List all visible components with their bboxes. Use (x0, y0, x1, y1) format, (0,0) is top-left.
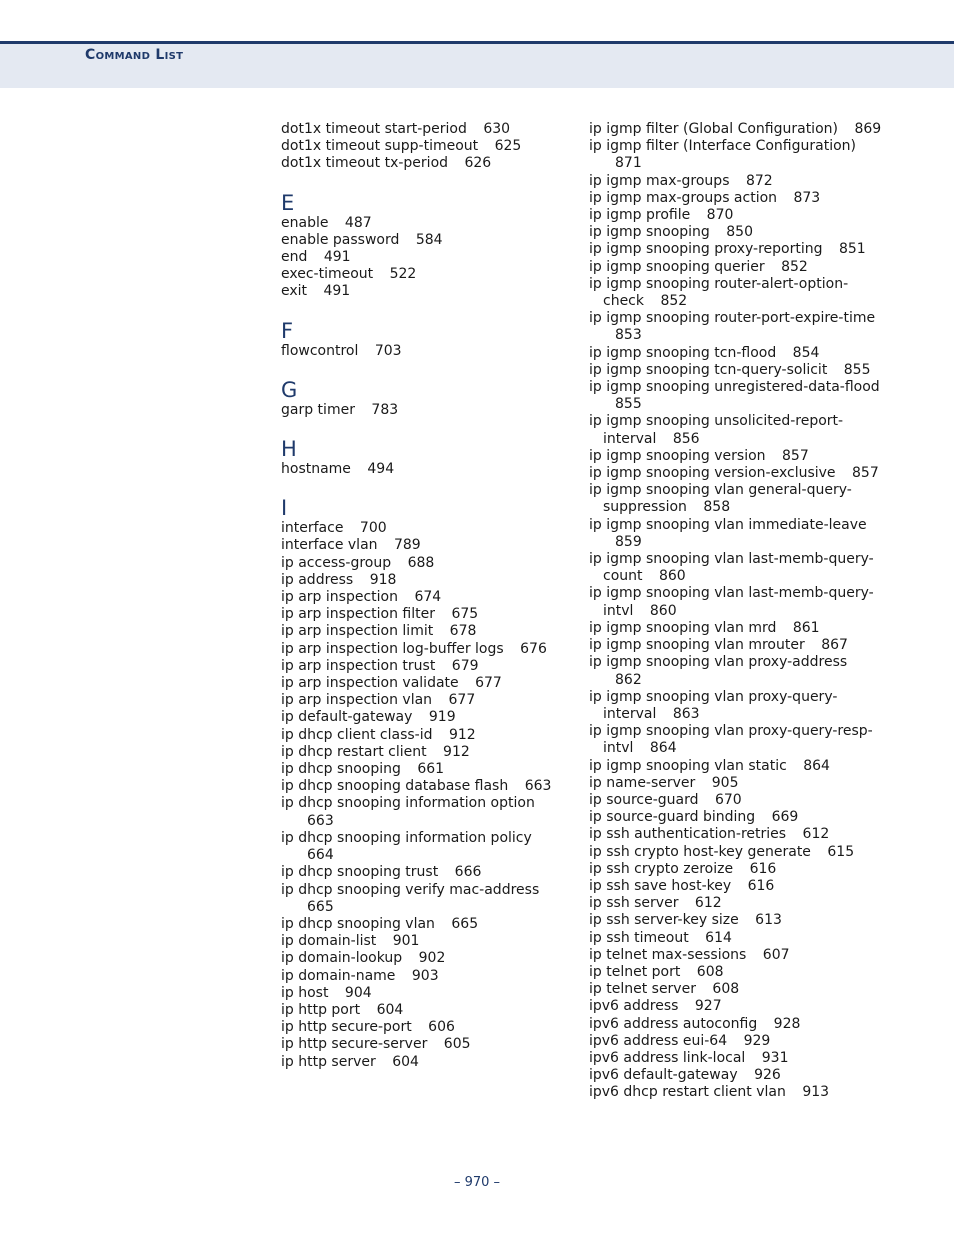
index-entry-command: ip arp inspection filter (281, 606, 435, 623)
index-entry-page-link[interactable]: 864 (803, 757, 830, 774)
index-entry-page-link[interactable]: 855 (615, 396, 642, 413)
index-entry-command: ip arp inspection log-buffer logs (281, 640, 504, 657)
index-entry-page-link[interactable]: 783 (371, 401, 399, 418)
index-entry-page-link[interactable]: 918 (369, 571, 397, 588)
index-entry-page-link[interactable]: 912 (443, 743, 470, 760)
index-entry-command: ipv6 address link-local (589, 1049, 746, 1066)
index-entry (589, 362, 889, 379)
index-entry-page-link[interactable]: 852 (660, 293, 688, 310)
index-entry (281, 461, 571, 478)
index-entry-command: ip igmp snooping router-port-expire-time (589, 310, 876, 327)
index-entry-page-link[interactable]: 487 (344, 214, 372, 231)
index-entry (281, 249, 571, 266)
index-entry (589, 517, 889, 551)
index-entry-command: ip arp inspection (281, 589, 398, 606)
index-entry (589, 259, 889, 276)
index-entry-command: ip host (281, 984, 329, 1001)
index-entry-command: ip telnet server (589, 981, 696, 998)
index-entry-page-link[interactable]: 867 (821, 637, 848, 654)
index-entry-command: ip source-guard binding (589, 809, 756, 826)
index-entry-command: ip http server (281, 1053, 376, 1070)
index-entry (281, 950, 571, 967)
index-entry-command: ip dhcp restart client (281, 743, 427, 760)
index-section-letter: I (281, 496, 288, 521)
index-entry-command: ip http secure-server (281, 1036, 428, 1053)
index-entry (281, 830, 571, 864)
index-entry-page-link[interactable]: 679 (451, 657, 479, 674)
index-entry (281, 343, 571, 360)
index-entry-page-link[interactable]: 670 (714, 791, 742, 808)
index-entry-command: exit (281, 283, 308, 300)
index-entry-command: ip igmp snooping querier (589, 258, 765, 275)
index-entry-command: ipv6 default-gateway (589, 1067, 738, 1084)
index-entry-page-link[interactable]: 857 (852, 465, 879, 482)
index-entry-page-link[interactable]: 674 (414, 589, 442, 606)
index-entry-command: ip igmp snooping vlan proxy-query-interval (589, 688, 838, 722)
index-entry (281, 572, 571, 589)
index-entry-page-link[interactable]: 663 (524, 778, 552, 795)
index-entry (281, 795, 571, 829)
index-entry (281, 761, 571, 778)
index-entry (589, 654, 889, 688)
index-entry-page-link[interactable]: 904 (344, 984, 372, 1001)
index-entry-command: ip igmp snooping version-exclusive (589, 465, 836, 482)
index-entry-page-link[interactable]: 871 (615, 155, 642, 172)
index-entry (281, 623, 571, 640)
index-entry (589, 207, 889, 224)
index-entry-command: ip source-guard (589, 791, 699, 808)
index-entry-command: enable (281, 214, 329, 231)
index-entry-page-link[interactable]: 926 (754, 1067, 781, 1084)
index-entry-page-link[interactable]: 675 (451, 606, 479, 623)
index-entry (589, 1084, 889, 1101)
index-entry-page-link[interactable]: 615 (827, 843, 855, 860)
index-entry (589, 826, 889, 843)
index-entry (281, 215, 571, 232)
index-entry-command: flowcontrol (281, 342, 359, 359)
index-section-letter: H (281, 437, 297, 462)
index-section-letter: E (281, 190, 295, 215)
index-entry (281, 1036, 571, 1053)
index-entry-page-link[interactable]: 663 (307, 812, 334, 829)
index-entry-command: ip dhcp snooping verify mac-address (281, 881, 540, 898)
index-entry-command: ip arp inspection limit (281, 623, 434, 640)
index-entry-command: enable password (281, 231, 400, 248)
index-entry-command: garp timer (281, 401, 355, 418)
index-entry-command: ip name-server (589, 774, 696, 791)
index-entry-command: ip dhcp snooping information option (281, 795, 535, 812)
index-entry-command: ip igmp max-groups action (589, 189, 778, 206)
index-entry-command: ip ssh timeout (589, 929, 689, 946)
index-entry (281, 968, 571, 985)
index-entry-page-link[interactable]: 676 (520, 640, 547, 657)
index-entry-command: ipv6 address eui-64 (589, 1032, 728, 1049)
index-entry (281, 744, 571, 761)
index-entry-page-link[interactable]: 931 (761, 1049, 789, 1066)
index-entry (281, 537, 571, 554)
index-entry (281, 266, 571, 283)
index-entry-command: ip igmp snooping vlan static (589, 757, 787, 774)
index-entry-page-link[interactable]: 608 (696, 963, 724, 980)
index-entry-page-link[interactable]: 927 (694, 998, 722, 1015)
index-entry (589, 895, 889, 912)
index-entry (281, 589, 571, 606)
index-entry-page-link[interactable]: 669 (771, 809, 799, 826)
index-entry (589, 981, 889, 998)
index-entry-command: ip igmp snooping (589, 224, 710, 241)
index-entry (589, 482, 889, 516)
index-entry (589, 1033, 889, 1050)
index-entry-command: ip domain-name (281, 967, 396, 984)
index-entry (589, 758, 889, 775)
index-entry-command: ip igmp snooping vlan last-memb-query-count (589, 551, 874, 585)
index-entry-page-link[interactable]: 857 (782, 447, 809, 464)
index-entry-command: ip dhcp snooping database flash (281, 778, 509, 795)
index-entry-command: ip igmp snooping vlan mrd (589, 619, 777, 636)
index-entry-command: ip igmp snooping tcn-query-solicit (589, 361, 828, 378)
index-entry (589, 551, 889, 585)
index-entry-page-link[interactable]: 664 (307, 847, 334, 864)
index-entry-page-link[interactable]: 853 (615, 327, 642, 344)
index-entry-page-link[interactable]: 850 (726, 224, 753, 241)
index-entry-command: ip arp inspection validate (281, 675, 459, 692)
index-entry-page-link[interactable]: 854 (792, 344, 820, 361)
index-entry-command: ip igmp filter (Global Configuration) (589, 121, 838, 137)
index-entry (281, 520, 571, 537)
index-entry-command: ip arp inspection trust (281, 657, 436, 674)
index-entry-command: ip telnet port (589, 963, 681, 980)
index-entry-command: dot1x timeout supp-timeout (281, 138, 479, 155)
index-entry-command: hostname (281, 461, 351, 478)
index-entry-page-link[interactable]: 863 (672, 705, 700, 722)
index-entry (281, 402, 571, 419)
index-entry (281, 555, 571, 572)
index-entry (589, 173, 889, 190)
index-entry (589, 138, 889, 172)
index-entry-command: ip dhcp snooping vlan (281, 915, 435, 932)
index-entry-page-link[interactable]: 625 (494, 138, 522, 155)
index-entry (589, 620, 889, 637)
index-entry-page-link[interactable]: 677 (475, 675, 502, 692)
index-entry (589, 637, 889, 654)
index-entry-page-link[interactable]: 703 (374, 342, 402, 359)
index-entry (589, 585, 889, 619)
index-entry-page-link[interactable]: 789 (393, 537, 421, 554)
index-entry (281, 709, 571, 726)
index-entry-command: ip domain-list (281, 933, 377, 950)
index-entry-page-link[interactable]: 855 (843, 361, 871, 378)
index-entry-command: ip access-group (281, 554, 392, 571)
index-entry-command: ip address (281, 571, 354, 588)
index-entry (589, 413, 889, 447)
index-entry (589, 465, 889, 482)
index-entry-page-link[interactable]: 864 (649, 740, 677, 757)
index-entry-command: ip igmp snooping vlan proxy-address (589, 654, 848, 671)
index-entry-command: ip dhcp client class-id (281, 726, 433, 743)
index-entry-command: ip igmp snooping unsolicited-report-interval (589, 413, 844, 447)
index-entry-page-link[interactable]: 929 (743, 1032, 771, 1049)
index-entry-command: exec-timeout (281, 266, 374, 283)
index-entry-page-link[interactable]: 928 (773, 1015, 801, 1032)
index-entry-command: ip arp inspection vlan (281, 692, 433, 709)
index-entry-command: ip igmp snooping tcn-flood (589, 344, 777, 361)
index-entry-page-link[interactable]: 912 (448, 726, 476, 743)
index-entry-command: dot1x timeout tx-period (281, 155, 449, 172)
index-section-letter: G (281, 377, 298, 402)
index-entry (589, 878, 889, 895)
index-entry-command: ip igmp snooping vlan proxy-query-resp-intvl (589, 723, 873, 757)
index-entry (281, 692, 571, 709)
index-entry-command: ip dhcp snooping (281, 761, 401, 778)
index-entry (589, 310, 889, 344)
index-entry-page-link[interactable]: 616 (749, 860, 777, 877)
index-entry (281, 232, 571, 249)
index-entry-page-link[interactable]: 612 (694, 895, 722, 912)
index-entry-command: ip igmp snooping vlan mrouter (589, 637, 805, 654)
index-entry (589, 792, 889, 809)
index-entry-page-link[interactable]: 903 (411, 967, 439, 984)
index-entry-command: interface vlan (281, 537, 378, 554)
index-entry (281, 882, 571, 916)
index-entry-command: ip igmp snooping router-alert-option-check (589, 275, 849, 310)
index-entry-page-link[interactable]: 614 (705, 929, 732, 946)
index-entry-page-link[interactable]: 873 (793, 189, 821, 206)
index-entry (281, 985, 571, 1002)
index-entry-page-link[interactable]: 522 (389, 266, 417, 283)
index-entry (589, 448, 889, 465)
index-entry (589, 1016, 889, 1033)
index-entry-page-link[interactable]: 919 (428, 709, 456, 726)
index-entry-page-link[interactable]: 613 (755, 912, 782, 929)
index-entry (589, 723, 889, 757)
index-entry-page-link[interactable]: 608 (712, 981, 740, 998)
index-entry-command: ip ssh server-key size (589, 912, 739, 929)
index-entry (281, 864, 571, 881)
index-entry-page-link[interactable]: 605 (443, 1036, 471, 1053)
running-header-title: Command List (85, 47, 184, 63)
index-entry-command: ipv6 address autoconfig (589, 1015, 758, 1032)
index-entry (589, 964, 889, 981)
index-entry-page-link[interactable]: 862 (615, 671, 642, 688)
index-entry-command: ip igmp snooping vlan general-query-suppression (589, 482, 852, 516)
index-entry-page-link[interactable]: 491 (323, 283, 351, 300)
index-entry-command: ip default-gateway (281, 709, 413, 726)
index-entry-page-link[interactable]: 860 (658, 568, 686, 585)
index-entry-command: ip igmp snooping vlan immediate-leave (589, 516, 867, 533)
index-entry (589, 1067, 889, 1084)
index-entry (589, 345, 889, 362)
index-entry-page-link[interactable]: 856 (672, 430, 700, 447)
index-entry (589, 241, 889, 258)
index-entry (281, 933, 571, 950)
index-entry (589, 809, 889, 826)
index-entry (281, 1019, 571, 1036)
index-entry (589, 998, 889, 1015)
index-entry-page-link[interactable]: 666 (454, 864, 482, 881)
index-entry-command: interface (281, 520, 344, 537)
index-entry-command: end (281, 249, 308, 266)
index-entry-page-link[interactable]: 612 (802, 826, 830, 843)
index-entry-command: ip dhcp snooping trust (281, 864, 439, 881)
index-entry (589, 930, 889, 947)
index-entry (589, 121, 889, 138)
index-entry-page-link[interactable]: 606 (428, 1019, 455, 1036)
index-entry-page-link[interactable]: 913 (802, 1084, 830, 1101)
index-entry-command: ip telnet max-sessions (589, 946, 747, 963)
page-number: – 970 – (453, 1175, 501, 1190)
index-entry-command: ip ssh crypto host-key generate (589, 843, 811, 860)
index-entry-command: ip ssh server (589, 895, 679, 912)
index-entry (281, 606, 571, 623)
index-entry-page-link[interactable]: 860 (649, 602, 677, 619)
index-entry (281, 121, 571, 138)
index-entry-page-link[interactable]: 661 (417, 761, 445, 778)
index-entry-page-link[interactable]: 584 (415, 231, 443, 248)
index-section-letter: F (281, 318, 294, 343)
index-entry-page-link[interactable]: 902 (418, 950, 446, 967)
index-entry (281, 916, 571, 933)
index-entry (281, 658, 571, 675)
index-entry-page-link[interactable]: 688 (407, 554, 435, 571)
index-entry (281, 675, 571, 692)
index-entry-page-link[interactable]: 630 (483, 121, 511, 137)
index-entry-command: ip igmp snooping vlan last-memb-query-intvl (589, 585, 874, 619)
index-entry (281, 283, 571, 300)
index-entry-page-link[interactable]: 665 (307, 898, 334, 915)
index-entry-page-link[interactable]: 700 (359, 520, 387, 537)
index-entry-page-link[interactable]: 851 (838, 241, 866, 258)
index-entry-command: ipv6 dhcp restart client vlan (589, 1084, 786, 1101)
index-entry-page-link[interactable]: 616 (747, 877, 775, 894)
index-column-left (281, 121, 571, 1071)
index-entry-command: ip igmp profile (589, 207, 691, 224)
index-entry (281, 155, 571, 172)
index-entry-command: ip ssh authentication-retries (589, 826, 787, 843)
index-entry (589, 689, 889, 723)
index-entry-command: ip igmp snooping proxy-reporting (589, 241, 823, 258)
index-entry (281, 778, 571, 795)
index-entry-page-link[interactable]: 901 (392, 933, 420, 950)
index-entry-page-link[interactable]: 677 (448, 692, 476, 709)
index-entry-command: ip http secure-port (281, 1019, 412, 1036)
index-entry (281, 138, 571, 155)
index-entry-page-link[interactable]: 858 (703, 499, 731, 516)
index-entry (589, 775, 889, 792)
index-entry (589, 190, 889, 207)
index-entry-page-link[interactable]: 665 (451, 915, 479, 932)
index-entry (589, 844, 889, 861)
index-column-right (589, 121, 889, 1102)
index-entry (281, 1002, 571, 1019)
index-entry-page-link[interactable]: 852 (781, 258, 808, 275)
index-entry-page-link[interactable]: 607 (762, 946, 790, 963)
index-entry-command: ip igmp max-groups (589, 172, 730, 189)
index-entry-page-link[interactable]: 872 (745, 172, 773, 189)
index-entry (281, 641, 571, 658)
index-entry-command: ip ssh crypto zeroize (589, 860, 734, 877)
index-entry-page-link[interactable]: 870 (706, 207, 734, 224)
index-entry-command: ip ssh save host-key (589, 877, 732, 894)
index-entry-page-link[interactable]: 494 (367, 461, 395, 478)
index-entry (589, 276, 889, 310)
index-entry-command: ip igmp filter (Interface Configuration) (589, 138, 856, 155)
index-entry-page-link[interactable]: 678 (449, 623, 477, 640)
index-entry (589, 379, 889, 413)
index-entry-page-link[interactable]: 869 (854, 121, 882, 137)
index-entry-page-link[interactable]: 604 (376, 1001, 404, 1018)
index-entry-page-link[interactable]: 626 (464, 155, 492, 172)
index-entry-command: ip dhcp snooping information policy (281, 829, 532, 846)
index-entry (589, 861, 889, 878)
index-entry-page-link[interactable]: 491 (323, 249, 351, 266)
index-entry-command: ip igmp snooping version (589, 447, 766, 464)
index-entry (589, 1050, 889, 1067)
index-entry-page-link[interactable]: 905 (711, 774, 739, 791)
index-entry-command: dot1x timeout start-period (281, 121, 467, 137)
index-entry-command: ipv6 address (589, 998, 679, 1015)
index-entry (281, 727, 571, 744)
index-entry-page-link[interactable]: 859 (615, 533, 642, 550)
index-entry (589, 224, 889, 241)
index-entry-page-link[interactable]: 604 (392, 1053, 419, 1070)
index-entry-command: ip domain-lookup (281, 950, 403, 967)
index-entry (589, 912, 889, 929)
index-entry-command: ip igmp snooping unregistered-data-flood (589, 379, 880, 396)
index-entry (281, 1054, 571, 1071)
index-entry-page-link[interactable]: 861 (792, 619, 820, 636)
index-entry-command: ip http port (281, 1001, 361, 1018)
index-entry (589, 947, 889, 964)
